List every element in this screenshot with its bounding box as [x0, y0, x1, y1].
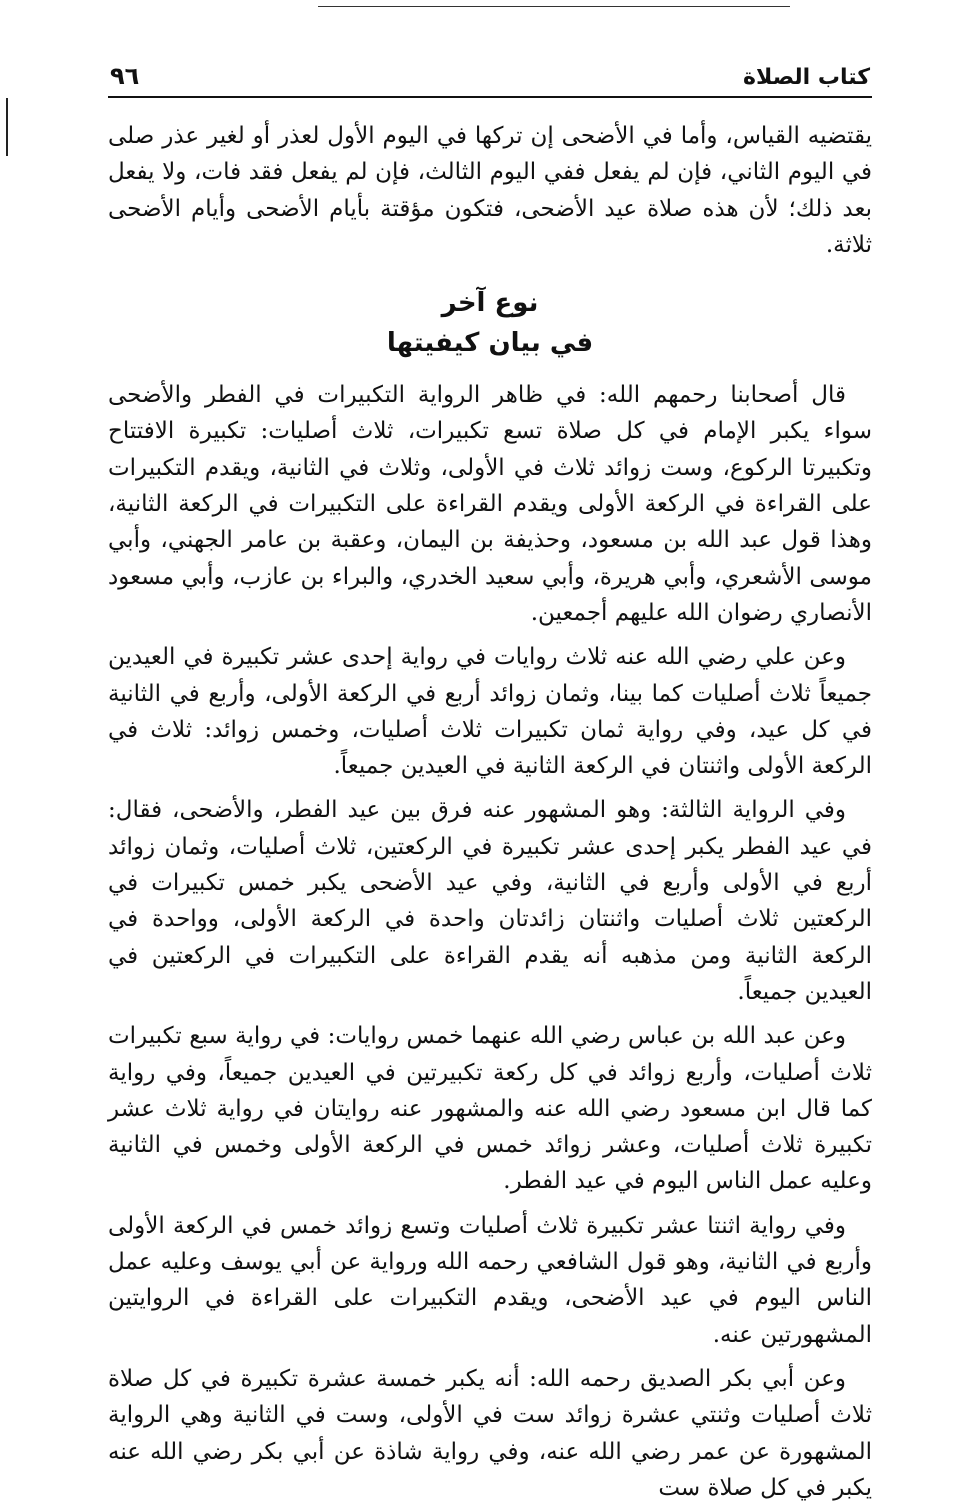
- section-heading-line-2: في بيان كيفيتها: [386, 328, 594, 359]
- running-title: كتاب الصلاة: [743, 65, 870, 90]
- paragraph-5: وفي رواية اثنتا عشر تكبيرة ثلاث أصليات وتسع زوائد خمس في الركعة الأولى وأربع في الثانية، وهو قول الشافعي رحمه الله ورواية عن أبي يوسف وعليه عمل الناس اليوم في عيد الأضحى، ويقدم التكبيرات على القراءة في الروايتين المشهورتين عنه.: [108, 1212, 872, 1348]
- book-page: [108, 58, 872, 1501]
- scan-margin-mark: [6, 98, 8, 156]
- paragraph-2: وعن علي رضي الله عنه ثلاث روايات في رواية إحدى عشر تكبيرة في العيدين جميعاً ثلاث أصليات كما بينا، وثمان زوائد أربع في الركعة الأولى، وأربع في الثانية في كل عيد، وفي رواية ثمان تكبيرات ثلاث أصليات، وخمس زوائد: ثلاث في الركعة الأولى واثنتان في الركعة الثانية في العيدين جميعاً.: [108, 644, 872, 780]
- intro-paragraph: يقتضيه القياس، وأما في الأضحى إن تركها في اليوم الأول لعذر أو لغير عذر صلى في اليوم الثاني، فإن لم يفعل ففي اليوم الثالث، فإن لم يفعل فقد فات، ولا يفعل بعد ذلك؛ لأن هذه صلاة عيد الأضحى، فتكون مؤقتة بأيام الأضحى وأيام الأضحى ثلاثة.: [108, 123, 872, 258]
- page-body: [108, 118, 872, 1506]
- paragraph-6: وعن أبي بكر الصديق رحمه الله: أنه يكبر خمسة عشرة تكبيرة في كل صلاة ثلاث أصليات وثنتي عشرة زوائد ست في الأولى، وست في الثانية وهي الرواية المشهورة عن عمر رضي الله عنه، وفي رواية شاذة عن أبي بكر رضي الله عنه يكبر في كل صلاة ست: [108, 1365, 872, 1501]
- running-header: [108, 58, 872, 98]
- page-number: ٩٦: [110, 62, 140, 90]
- paragraph-4: وعن عبد الله بن عباس رضي الله عنهما خمس روايات: في رواية سبع تكبيرات ثلاث أصليات، وأربع زوائد في كل ركعة تكبيرتين في العيدين جميعاً، وفي رواية كما قال ابن مسعود رضي الله عنه والمشهور عنه روايتان في رواية ثلاث عشر تكبيرة ثلاث أصليات، وعشر زوائد خمس في الركعة الأولى وخمس في الثانية وعليه عمل الناس اليوم في عيد الفطر.: [108, 1023, 872, 1195]
- scan-top-line: [318, 6, 790, 7]
- paragraph-3: وفي الرواية الثالثة: وهو المشهور عنه فرق بين عيد الفطر، والأضحى، فقال: في عيد الفطر يكبر إحدى عشر تكبيرة في الركعتين، ثلاث أصليات، وثمان زوائد أربع في الأولى وأربع في الثانية، وفي عيد الأضحى يكبر خمس تكبيرات في الركعتين ثلاث أصليات واثنتان زائدتان واحدة في الركعة الأولى، وواحدة في الركعة الثانية ومن مذهبه أنه يقدم القراءة على التكبيرات في الركعتين في العيدين جميعاً.: [108, 797, 872, 1005]
- section-heading-line-1: نوع آخر: [441, 288, 539, 319]
- section-heading: [108, 283, 872, 363]
- paragraph-1: قال أصحابنا رحمهم الله: في ظاهر الرواية التكبيرات في الفطر والأضحى سواء يكبر الإمام في كل صلاة تسع تكبيرات، ثلاث أصليات: تكبيرة الافتتاح وتكبيرتا الركوع، وست زوائد ثلاث في الأولى، وثلاث في الثانية، ويقدم التكبيرات على القراءة في الركعة الأولى ويقدم القراءة على التكبيرات في الركعة الثانية، وهذا قول عبد الله بن مسعود، وحذيفة بن اليمان، وعقبة بن عامر الجهني، وأبي موسى الأشعري، وأبي هريرة، وأبي سعيد الخدري، والبراء بن عازب، وأبي مسعود الأنصاري رضوان الله عليهم أجمعين.: [108, 382, 872, 626]
